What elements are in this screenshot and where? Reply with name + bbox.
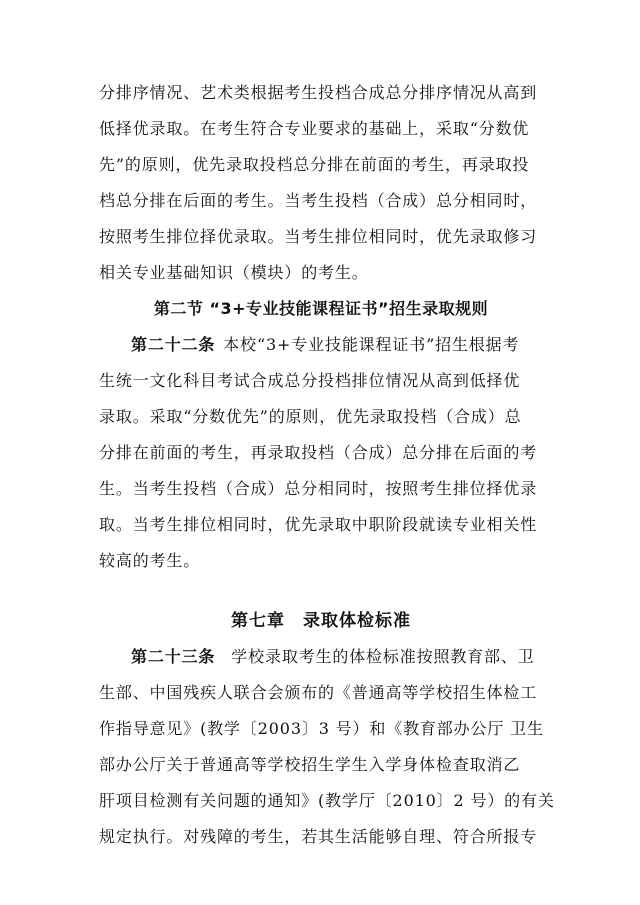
text-line [99, 646, 543, 682]
article-text: 学校录取考生的体检标准按照教育部、卫 [231, 647, 535, 666]
section-heading: 第二节 “3+专业技能课程证书”招生录取规则 [153, 299, 489, 318]
article-23 [99, 646, 555, 862]
text-line: 分排序情况、艺术类根据考生投档合成总分排序情况从高到 [99, 83, 538, 102]
text-line [99, 334, 543, 370]
document-body [99, 82, 555, 862]
chapter-heading: 第七章 录取体检标准 [231, 611, 411, 631]
article-label: 第二十三条 [131, 647, 216, 666]
text-line: 低择优录取。在考生符合专业要求的基础上，采取“分数优 [99, 119, 530, 138]
text-line: 取。当考生排位相同时，优先录取中职阶段就读专业相关性 [99, 515, 538, 534]
text-line: 部办公厅关于普通高等学校招生学生入学身体检查取消乙 [99, 755, 521, 774]
text-line: 较高的考生。 [99, 551, 201, 570]
text-line: 分排在前面的考生，再录取投档（合成）总分排在后面的考 [99, 443, 538, 462]
text-line: 相关专业基础知识（模块）的考生。 [99, 263, 369, 282]
text-line: 生。当考生投档（合成）总分相同时，按照考生排位择优录 [99, 479, 538, 498]
paragraph-admission-ranking [99, 82, 543, 298]
text-line: 作指导意见》(教学〔2003〕3 号）和《教育部办公厅 卫生 [99, 719, 544, 738]
text-line: 档总分排在后面的考生。当考生投档（合成）总分相同时， [99, 191, 538, 210]
text-line: 肝项目检测有关问题的通知》(教学厅〔2010〕2 号）的有关 [99, 791, 555, 810]
article-label: 第二十二条 [131, 335, 216, 354]
spacer [99, 586, 543, 610]
text-line: 录取。采取“分数优先”的原则，优先录取投档（合成）总 [99, 407, 522, 426]
text-line: 按照考生排位择优录取。当考生排位相同时，优先录取修习 [99, 227, 538, 246]
text-line: 生部、中国残疾人联合会颁布的《普通高等学校招生体检工 [99, 683, 538, 702]
text-line: 规定执行。对残障的考生，若其生活能够自理、符合所报专 [99, 827, 538, 846]
text-line: 先”的原则，优先录取投档总分排在前面的考生，再录取投 [99, 155, 530, 174]
article-22 [99, 334, 543, 586]
text-line: 生统一文化科目考试合成总分投档排位情况从高到低择优 [99, 371, 521, 390]
article-text: 本校“3+专业技能课程证书”招生根据考 [223, 335, 520, 354]
